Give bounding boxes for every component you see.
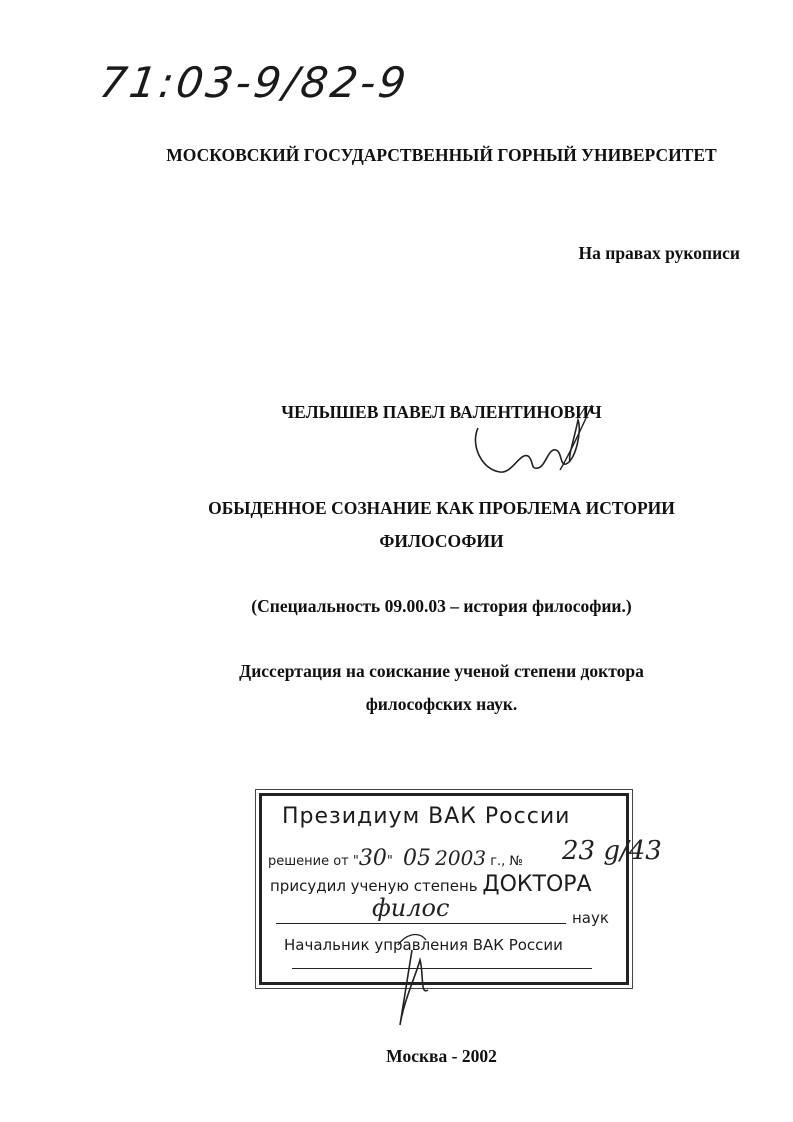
- stamp-decision-line: решение от "30" 05 2003 г., №: [268, 846, 523, 871]
- stamp-title: Президиум ВАК России: [282, 804, 571, 829]
- stamp-year-suffix: г., №: [490, 854, 523, 869]
- stamp-head-label: Начальник управления ВАК России: [284, 936, 563, 954]
- author-name: ЧЕЛЫШЕВ ПАВЕЛ ВАЛЕНТИНОВИЧ: [281, 402, 602, 422]
- stamp-awarded-prefix: присудил ученую степень: [270, 877, 478, 895]
- manuscript-rights-note: На правах рукописи: [578, 243, 740, 263]
- specialty: (Специальность 09.00.03 – история философии.): [251, 596, 632, 616]
- stamp-awarded-degree: ДОКТОРА: [482, 872, 592, 897]
- stamp-decision-number: 23 g/43: [562, 836, 662, 866]
- university-name: МОСКОВСКИЙ ГОСУДАРСТВЕННЫЙ ГОРНЫЙ УНИВЕРСИТЕТ: [166, 145, 717, 165]
- degree-statement-line-1: Диссертация на соискание ученой степени доктора: [239, 661, 644, 681]
- dissertation-title-line-2: ФИЛОСОФИИ: [379, 531, 504, 551]
- dissertation-title-line-1: ОБЫДЕННОЕ СОЗНАНИЕ КАК ПРОБЛЕМА ИСТОРИИ: [208, 498, 675, 518]
- stamp-date-month: 05: [403, 846, 431, 871]
- stamp-field-suffix: наук: [572, 909, 609, 927]
- stamp-decision-prefix: решение от: [268, 854, 349, 869]
- stamp-date-day: 30: [358, 846, 387, 871]
- degree-statement-line-2: философских наук.: [365, 694, 518, 714]
- stamp-date-year: 2003: [435, 846, 487, 870]
- archive-code: 71:03-9/82-9: [96, 58, 412, 107]
- city-and-year: Москва - 2002: [386, 1046, 497, 1066]
- stamp-field-handwritten: филос: [372, 894, 450, 922]
